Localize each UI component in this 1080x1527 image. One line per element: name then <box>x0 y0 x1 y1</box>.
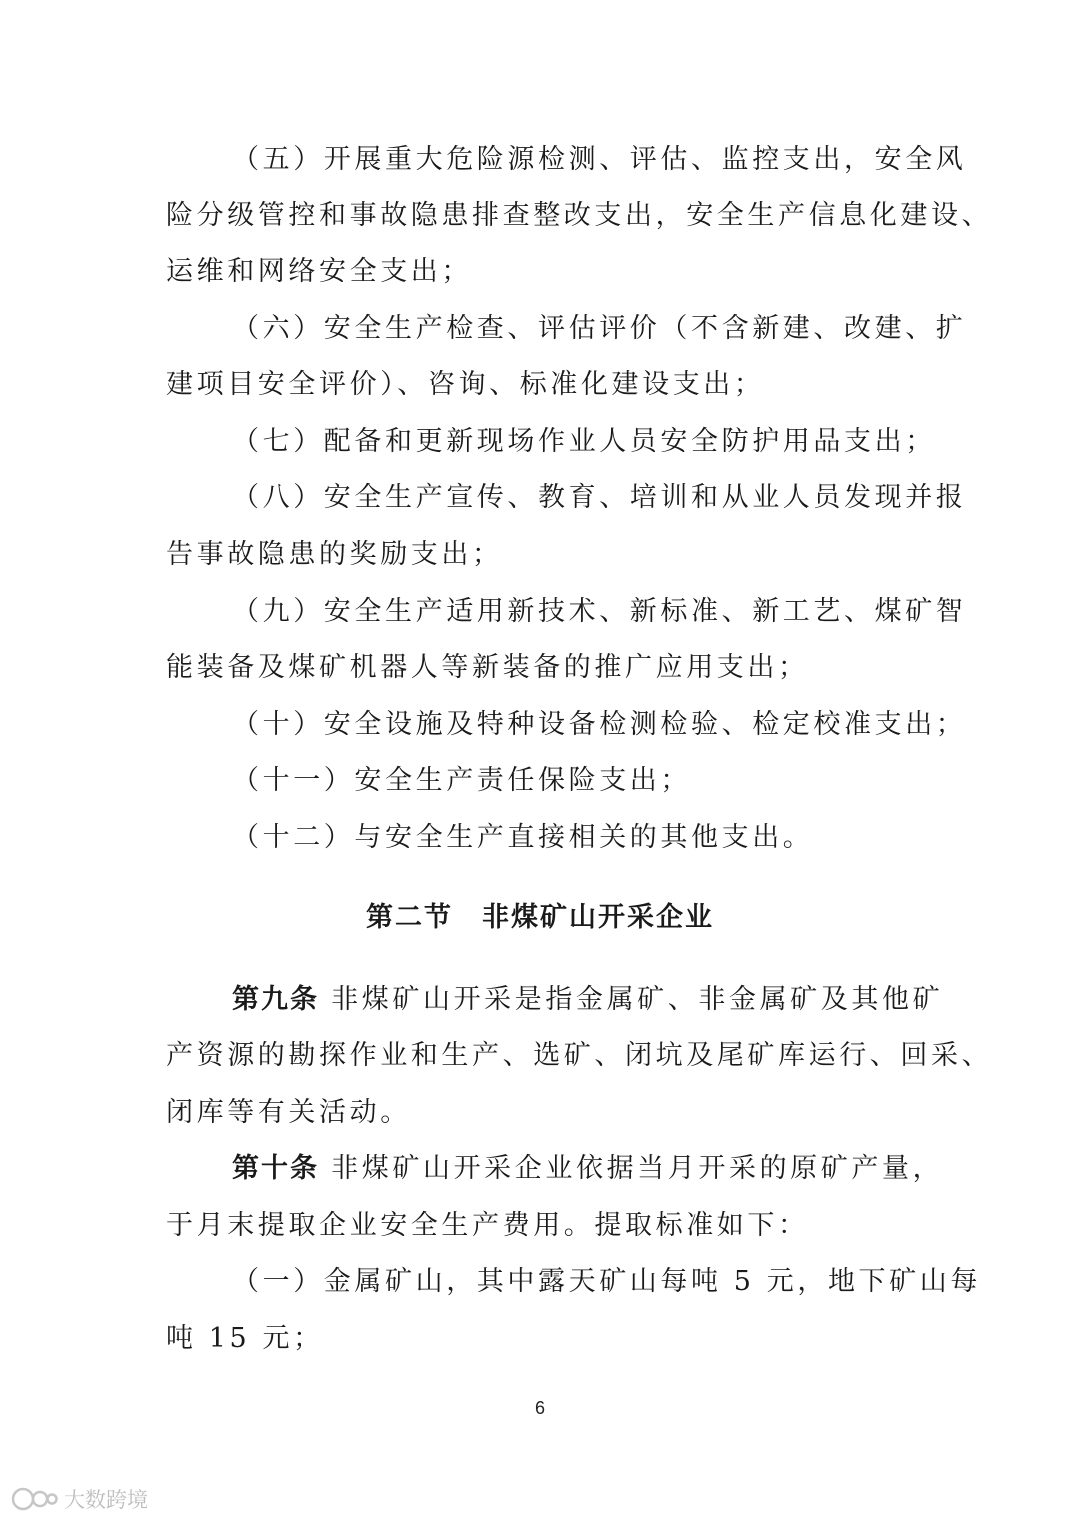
text-line: 产资源的勘探作业和生产、选矿、闭坑及尾矿库运行、回采、 <box>166 1040 993 1071</box>
article-10-line-1 <box>232 1151 992 1187</box>
text-line: 告事故隐患的奖励支出； <box>166 539 503 570</box>
text-line: 险分级管控和事故隐患排查整改支出，安全生产信息化建设、 <box>166 200 993 231</box>
text-line: 运维和网络安全支出； <box>166 256 472 287</box>
text-line: （六）安全生产检查、评估评价（不含新建、改建、扩 <box>232 313 967 344</box>
text-line: （八）安全生产宣传、教育、培训和从业人员发现并报 <box>232 482 967 513</box>
section-heading: 第二节 非煤矿山开采企业 <box>366 902 714 933</box>
article-9-line-1 <box>232 982 992 1018</box>
text-line: 建项目安全评价）、咨询、标准化建设支出； <box>166 369 765 400</box>
article-9-label: 第九条 <box>232 984 319 1015</box>
text-line: 于月末提取企业安全生产费用。提取标准如下： <box>166 1210 809 1241</box>
page-number: 6 <box>534 1398 545 1418</box>
text-line: （一）金属矿山，其中露天矿山每吨 5 元，地下矿山每 <box>232 1266 981 1297</box>
article-9-text: 非煤矿山开采是指金属矿、非金属矿及其他矿 <box>319 984 944 1015</box>
article-10-label: 第十条 <box>232 1153 319 1184</box>
text-line: （五）开展重大危险源检测、评估、监控支出，安全风 <box>232 144 967 175</box>
text-line: （七）配备和更新现场作业人员安全防护用品支出； <box>232 426 936 457</box>
watermark-logo-icon <box>10 1486 58 1512</box>
text-line: （十）安全设施及特种设备检测检验、检定校准支出； <box>232 709 967 740</box>
text-line: （九）安全生产适用新技术、新标准、新工艺、煤矿智 <box>232 596 967 627</box>
text-line: 能装备及煤矿机器人等新装备的推广应用支出； <box>166 652 809 683</box>
article-10-text: 非煤矿山开采企业依据当月开采的原矿产量， <box>319 1153 944 1184</box>
text-line: 闭库等有关活动。 <box>166 1097 411 1128</box>
watermark <box>10 1484 148 1514</box>
watermark-text: 大数跨境 <box>64 1488 148 1512</box>
text-line: （十二）与安全生产直接相关的其他支出。 <box>232 822 814 853</box>
text-line: （十一）安全生产责任保险支出； <box>232 765 691 796</box>
text-line: 吨 15 元； <box>166 1323 324 1354</box>
